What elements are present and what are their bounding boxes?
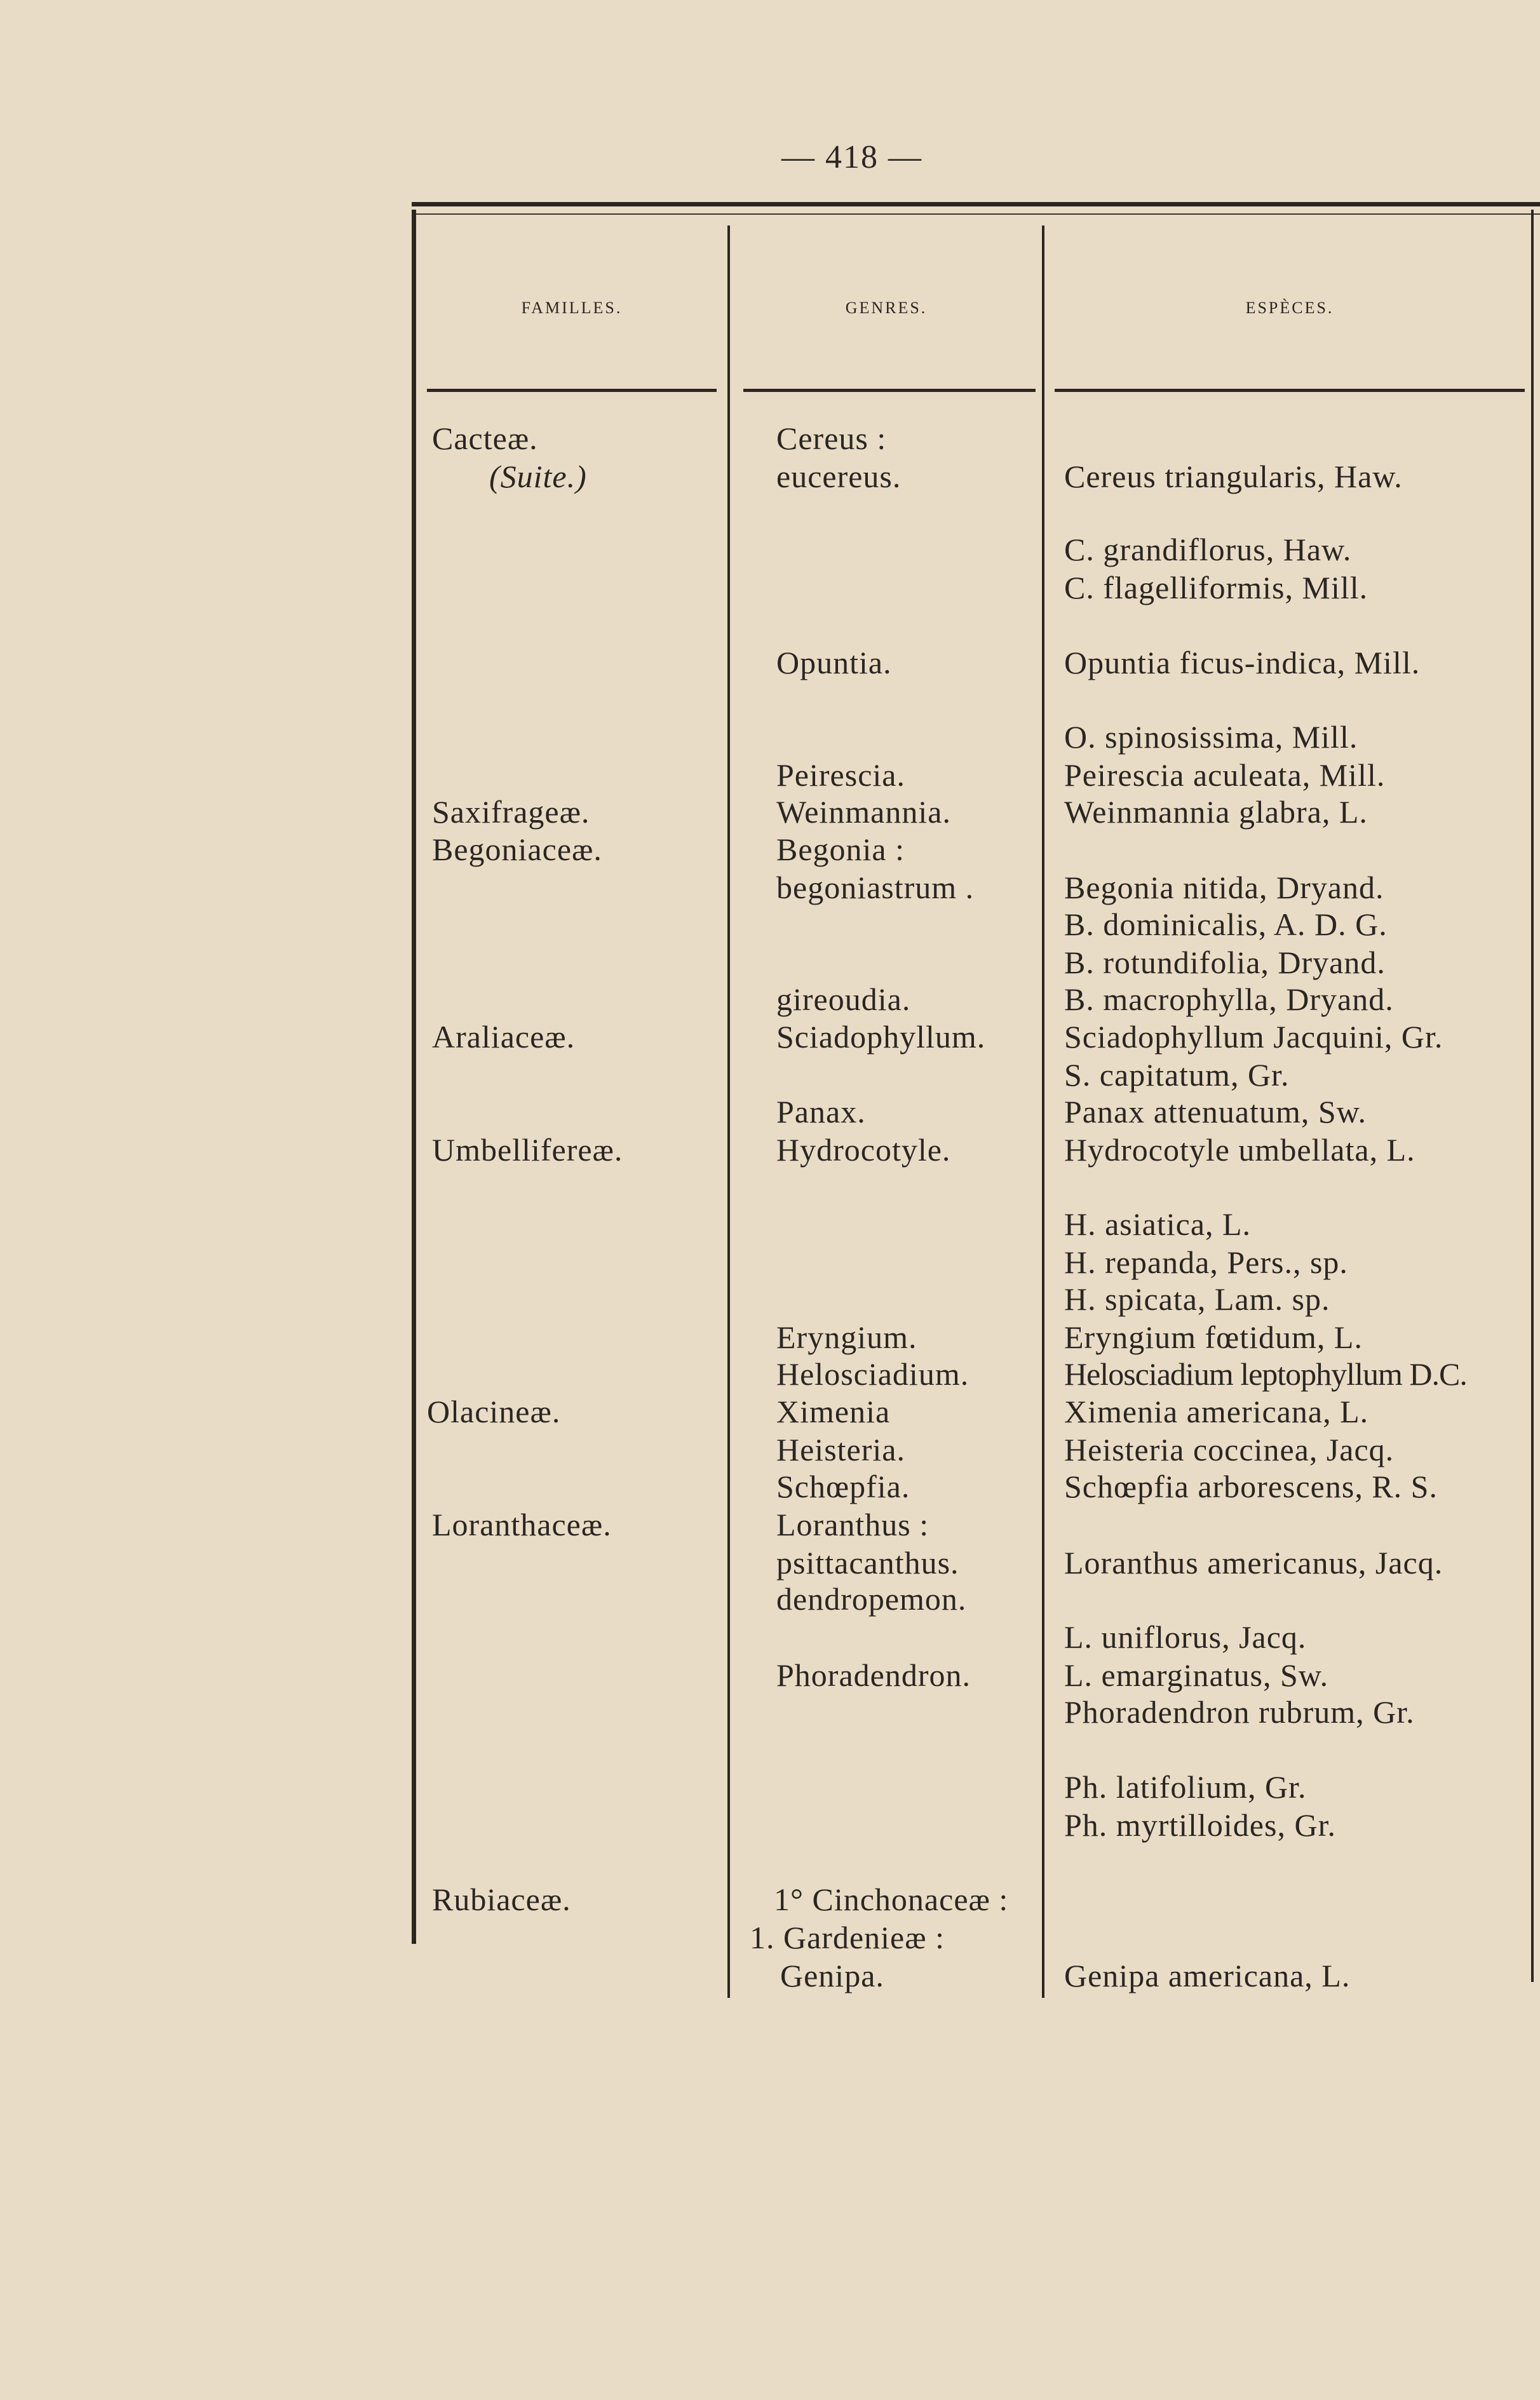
table-top-rule [412, 202, 1540, 206]
espece-cell: Ph. myrtilloides, Gr. [1064, 1807, 1336, 1843]
espece-cell: H. repanda, Pers., sp. [1064, 1244, 1348, 1280]
genre-cell: Phoradendron. [776, 1657, 971, 1693]
genre-cell: Loranthus : [776, 1507, 929, 1542]
espece-cell: Phoradendron rubrum, Gr. [1064, 1694, 1415, 1730]
espece-cell: Opuntia ficus-indica, Mill. [1064, 645, 1421, 680]
genre-cell: eucereus. [776, 459, 902, 494]
genre-cell: dendropemon. [776, 1581, 967, 1617]
espece-cell: Ximenia americana, L. [1064, 1394, 1369, 1429]
genre-cell: Genipa. [780, 1958, 884, 1993]
espece-cell: C. flagelliformis, Mill. [1064, 570, 1368, 605]
genre-cell: Begonia : [776, 832, 905, 867]
genre-cell: Cereus : [776, 421, 887, 456]
espece-cell: Helosciadium leptophyllum D.C. [1064, 1356, 1467, 1392]
header-rule-genres [743, 389, 1036, 392]
column-divider-1 [727, 226, 730, 1998]
header-rule-especes [1055, 389, 1525, 392]
genre-cell: Ximenia [776, 1394, 891, 1429]
famille-cell: Loranthaceæ. [432, 1507, 612, 1542]
genre-cell: 1. Gardenieæ : [750, 1920, 945, 1955]
espece-cell: Weinmannia glabra, L. [1064, 794, 1368, 830]
famille-cell: Araliaceæ. [432, 1019, 576, 1055]
genre-cell: gireoudia. [776, 981, 911, 1017]
espece-cell: L. uniflorus, Jacq. [1064, 1619, 1307, 1655]
espece-cell: Heisteria coccinea, Jacq. [1064, 1432, 1395, 1467]
genre-cell: Eryngium. [776, 1319, 917, 1355]
famille-cell: Rubiaceæ. [432, 1882, 571, 1917]
espece-cell: Peirescia aculeata, Mill. [1064, 757, 1386, 793]
espece-cell: Panax attenuatum, Sw. [1064, 1094, 1367, 1129]
genre-cell: Heisteria. [776, 1432, 905, 1467]
genre-cell: Panax. [776, 1094, 866, 1129]
espece-cell: H. spicata, Lam. sp. [1064, 1281, 1330, 1317]
table-top-rule-thin [412, 213, 1540, 215]
espece-cell: B. dominicalis, A. D. G. [1064, 907, 1388, 942]
famille-cell: Umbelliferеæ. [432, 1132, 623, 1168]
genre-cell: Helosciadium. [776, 1356, 969, 1392]
genre-cell: Sciadophyllum. [776, 1019, 986, 1055]
right-border [1531, 210, 1534, 1982]
genre-cell: Schœpfia. [776, 1469, 910, 1504]
page-number: — 418 — [781, 139, 922, 175]
genre-cell: Hydrocotyle. [776, 1132, 951, 1168]
espece-cell: O. spinosissima, Mill. [1064, 719, 1358, 755]
genre-cell: 1° Cinchonaceæ : [774, 1882, 1009, 1917]
genre-cell: Peirescia. [776, 757, 905, 793]
espece-cell: Sciadophyllum Jacquini, Gr. [1064, 1019, 1443, 1055]
espece-cell: Genipa americana, L. [1064, 1958, 1351, 1993]
header-familles: FAMILLES. [521, 299, 623, 317]
espece-cell: Eryngium fœtidum, L. [1064, 1319, 1363, 1355]
header-rule-familles [427, 389, 717, 392]
famille-cell: (Suite.) [489, 459, 587, 494]
genre-cell: Opuntia. [776, 645, 892, 680]
famille-cell: Begoniaceæ. [432, 832, 602, 867]
espece-cell: C. grandiflorus, Haw. [1064, 532, 1352, 567]
header-genres: GENRES. [845, 299, 928, 317]
genre-cell: Weinmannia. [776, 794, 951, 830]
espece-cell: Schœpfia arborescens, R. S. [1064, 1469, 1438, 1504]
espece-cell: L. emarginatus, Sw. [1064, 1657, 1329, 1693]
genre-cell: begoniastrum . [776, 870, 975, 905]
espece-cell: S. capitatum, Gr. [1064, 1057, 1290, 1093]
left-border [412, 210, 416, 1944]
espece-cell: Ph. latifolium, Gr. [1064, 1769, 1307, 1805]
header-especes: ESPÈCES. [1245, 299, 1334, 317]
genre-cell: psittacanthus. [776, 1545, 959, 1581]
espece-cell: Hydrocotyle umbellata, L. [1064, 1132, 1415, 1168]
espece-cell: H. asiatica, L. [1064, 1206, 1252, 1242]
espece-cell: B. rotundifolia, Dryand. [1064, 945, 1386, 980]
column-divider-2 [1042, 226, 1044, 1998]
espece-cell: Loranthus americanus, Jacq. [1064, 1545, 1443, 1581]
famille-cell: Olacineæ. [427, 1394, 561, 1429]
famille-cell: Saxifrageæ. [432, 794, 590, 830]
famille-cell: Cacteæ. [432, 421, 538, 456]
espece-cell: B. macrophylla, Dryand. [1064, 981, 1394, 1017]
espece-cell: Begonia nitida, Dryand. [1064, 870, 1384, 905]
espece-cell: Cereus triangularis, Haw. [1064, 459, 1403, 494]
